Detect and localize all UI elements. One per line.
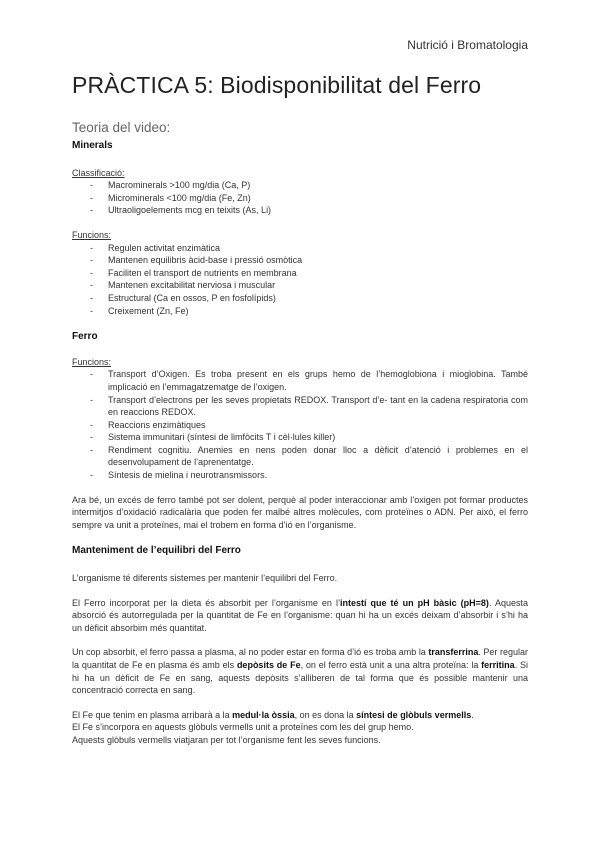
page-title: PRÀCTICA 5: Biodisponibilitat del Ferro (72, 72, 482, 98)
list-item: - Ultraoligoelements mcg en teixits (As, Li) (90, 204, 528, 217)
list-item: - Regulen activitat enzimàtica (90, 242, 528, 255)
ferro-funcions-list (72, 368, 528, 481)
bold-text-sintesi: síntesi de glòbuls vermells (356, 709, 472, 720)
text-run: , on el ferro està unit a una altra proteïna: la (300, 660, 482, 670)
list-item: - Transport d’electrons per les seves propietats REDOX. Transport d’e- tant en la cadena respiratoria com en reaccions REDOX. (90, 394, 528, 419)
text-run: , on es dona la (294, 709, 357, 720)
bold-text-medulla: medul·la òssia (232, 709, 295, 720)
list-item: - Reaccions enzimàtiques (90, 419, 528, 432)
equilibri-heading: Manteniment de l’equilibri del Ferro (72, 545, 241, 557)
list-item: - Mantenen equilibris àcid-base i pressió osmòtica (90, 254, 528, 267)
text-run: . Si hi ha un dèficit de Fe en sang, aquests depòsits s’alliberen de tal forma que és possible mantenir una concentració correcta en sang. (72, 660, 529, 696)
list-item: - Faciliten el transport de nutrients en membrana (90, 267, 528, 280)
list-item: - Mantenen excitabilitat nerviosa i muscular (90, 279, 528, 292)
equilibri-paragraph-2 (72, 646, 528, 696)
list-item: - Macrominerals >100 mg/dia (Ca, P) (90, 179, 528, 192)
text-run: . Per regular la quantitat de Fe en plasma és amb els (72, 647, 528, 670)
page-header-course: Nutrició i Bromatologia (407, 38, 528, 52)
minerals-heading: Minerals (72, 140, 113, 151)
list-item: - Estructural (Ca en ossos, P en fosfolípids) (90, 292, 528, 305)
text-run: El Fe que tenim en plasma arribarà a la (72, 709, 233, 720)
bold-text-intesti: intestí que té un pH bàsic (pH=8) (339, 597, 489, 608)
ferro-paragraph: Ara bé, un excés de ferro també pot ser dolent, perquè al poder interaccionar amb l’oxigen pot formar productes intermitjos d’oxidació radicalària que poden fer malbé altres molècules, com proteïnes o ADN. Per això, el ferro sempre va unit a proteïnes, mai el trobem en forma d’ió en l’organisme. (72, 494, 528, 530)
list-item: - Creixement (Zn, Fe) (90, 305, 528, 318)
equilibri-paragraph-3 (72, 709, 528, 722)
equilibri-paragraph-1 (72, 597, 528, 635)
minerals-funcions-list (72, 242, 528, 318)
text-run: . Aquesta absorció és autorregulada per la quantitat de Fe en l’organisme: quan hi ha un excés deixam d’absorbir i s’hi ha un dèficit absorbim més quantitat. (72, 597, 528, 633)
equilibri-intro: L’organisme té diferents sistemes per mantenir l’equilibri del Ferro. (72, 573, 338, 584)
list-item: - Transport d’Oxigen. Es troba present en els grups hemo de l’hemoglobiona i mioglobina. També implicació en l’emmagatzematge de l’oxigen. (90, 368, 528, 393)
document-body (72, 140, 528, 747)
equilibri-line-2: El Fe s’incorpora en aquests glòbuls vermells unit a proteïnes com les del grup hemo. (72, 722, 414, 733)
bold-text-transferrina: transferrina (428, 647, 479, 658)
list-item: - Rendiment cognitiu. Anemies en nens poden donar lloc a dèficit d’atenció i problemes en el desenvolupament de l’aprenentatge. (90, 444, 528, 469)
section-subtitle: Teoria del video: (72, 120, 171, 135)
minerals-classificacio-list (72, 179, 528, 217)
text-run: . (471, 709, 474, 720)
bold-text-diposits: depòsits de Fe (236, 660, 301, 670)
bold-text-ferritina: ferritina (481, 660, 515, 670)
ferro-heading: Ferro (72, 331, 98, 343)
list-item: - Microminerals <100 mg/dia (Fe, Zn) (90, 192, 528, 205)
ferro-funcions-label: Funcions: (72, 356, 112, 367)
text-run: Un cop absorbit, el ferro passa a plasma, al no poder estar en forma d’ió es troba amb la (72, 647, 429, 658)
list-item: - Sistema immunitari (síntesi de limfòcits T i cèl·lules killer) (90, 431, 528, 444)
minerals-classificacio-label: Classificació: (72, 167, 125, 178)
list-item: - Síntesis de mielina i neurotransmissors. (90, 469, 528, 482)
text-run: El Ferro incorporat per la dieta és absorbit per l’organisme en l’ (72, 597, 340, 608)
equilibri-line-3: Aquests glòbuls vermells viatjaran per tot l’organisme fent les seves funcions. (72, 734, 381, 745)
minerals-funcions-label: Funcions: (72, 229, 112, 240)
